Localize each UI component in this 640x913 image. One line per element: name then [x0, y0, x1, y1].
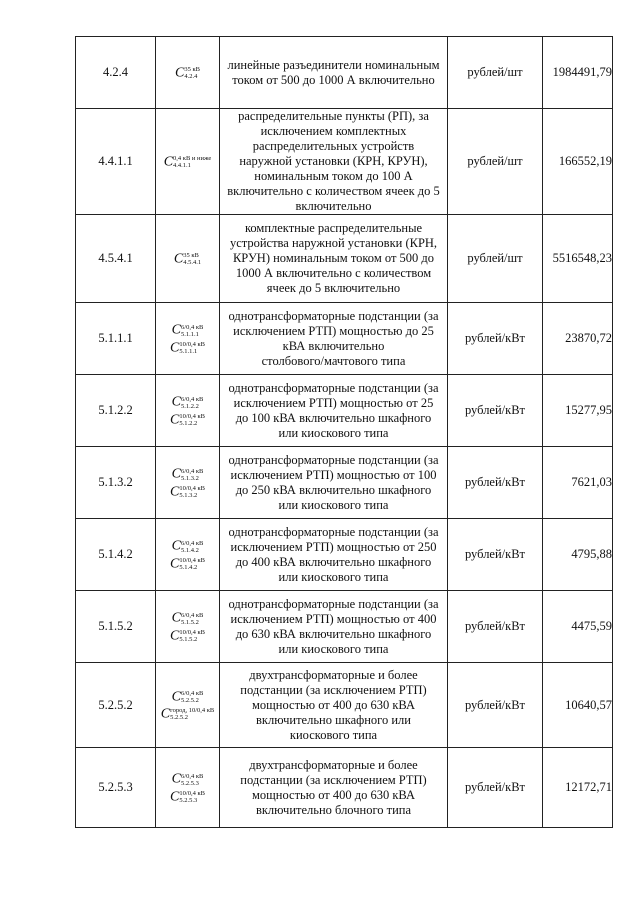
- rate-symbol: [175, 66, 200, 80]
- description-line: кВА включительно: [282, 338, 385, 353]
- rate-symbol-subscript: 5.1.5.2: [179, 635, 198, 643]
- description-line: однотрансформаторные подстанции (за: [228, 596, 439, 611]
- rate-symbol-cell: [156, 519, 220, 591]
- rate-symbol: [172, 467, 204, 481]
- rate-symbol-indices: [181, 396, 203, 410]
- rate-symbol-letter: C: [170, 412, 180, 428]
- row-code: 4.5.4.1: [76, 215, 156, 303]
- description-line: подстанции (за исключением РТП): [240, 682, 427, 697]
- rate-symbol-subscript: 4.4.1.1: [173, 162, 191, 169]
- description-line: исключением РТП) мощностью от 25: [233, 395, 434, 410]
- description-line: распределительных устройств: [252, 139, 415, 153]
- row-description: [220, 748, 448, 828]
- rate-symbol-cell: [156, 109, 220, 215]
- row-unit: рублей/кВт: [448, 375, 543, 447]
- description-line: двухтрансформаторные и более: [249, 757, 418, 772]
- rate-symbol-superscript: 6/0,4 кВ: [181, 467, 204, 475]
- description-line: однотрансформаторные подстанции (за: [228, 452, 439, 467]
- rate-symbol-subscript: 5.1.3.2: [179, 491, 198, 499]
- rate-symbol-superscript: 35 кВ: [184, 66, 200, 73]
- description-line: включительно шкафного или: [256, 712, 411, 727]
- description-line: током от 500 до 1000 А включительно: [232, 72, 435, 87]
- rate-symbol-subscript: 5.1.1.1: [179, 347, 198, 355]
- row-value: 7621,03: [543, 447, 613, 519]
- row-description: [220, 519, 448, 591]
- row-value: 23870,72: [543, 303, 613, 375]
- description-line: подстанции (за исключением РТП): [240, 772, 427, 787]
- row-unit: рублей/кВт: [448, 663, 543, 748]
- rate-symbol-subscript: 5.1.3.2: [181, 474, 199, 482]
- rate-symbol: [172, 539, 204, 553]
- row-code: 5.1.2.2: [76, 375, 156, 447]
- rate-symbol: [170, 557, 205, 571]
- table-row: [76, 447, 613, 519]
- rate-symbol-subscript: 5.2.5.3: [181, 779, 199, 787]
- rate-symbol-superscript: город, 10/0,4 кВ: [170, 707, 215, 715]
- description-line: однотрансформаторные подстанции (за: [228, 524, 439, 539]
- row-code: 5.1.1.1: [76, 303, 156, 375]
- description-line: устройства наружной установки (КРН,: [229, 236, 438, 250]
- rate-symbol-indices: [181, 690, 203, 704]
- description-line: или киоскового типа: [278, 497, 389, 512]
- row-value: 12172,71: [543, 748, 613, 828]
- rate-symbol-letter: C: [171, 539, 182, 554]
- rate-symbol-subscript: 5.1.4.2: [181, 546, 199, 554]
- row-code: 5.1.5.2: [76, 591, 156, 663]
- rate-symbol-subscript: 4.5.4.1: [183, 259, 202, 266]
- description-line: комплектные распределительные: [244, 221, 423, 235]
- description-line: до 400 кВА включительно шкафного: [235, 554, 432, 569]
- description-line: исключением РТП) мощностью от 100: [230, 467, 437, 482]
- description-line: исключением РТП) мощностью до 25: [233, 323, 434, 338]
- rate-symbol-superscript: 10/0,4 кВ: [179, 340, 205, 348]
- rate-symbol-indices: [184, 66, 200, 80]
- rate-symbol-superscript: 0,4 кВ и ниже: [173, 155, 212, 162]
- rate-symbol-subscript: 5.1.2.2: [179, 419, 198, 427]
- table-row: [76, 37, 613, 109]
- table-row: [76, 591, 613, 663]
- row-value: 5516548,23: [543, 215, 613, 303]
- description-line: до 100 кВА включительно шкафного: [235, 410, 432, 425]
- rate-symbol-letter: C: [171, 467, 182, 482]
- rate-symbol: [172, 395, 204, 409]
- rate-symbol-superscript: 6/0,4 кВ: [181, 772, 204, 780]
- description-line: включительно: [295, 199, 372, 213]
- row-unit: рублей/шт: [448, 215, 543, 303]
- row-code: 5.1.4.2: [76, 519, 156, 591]
- table-row: [76, 109, 613, 215]
- tariff-table-body: [76, 37, 613, 828]
- rate-symbol: [172, 611, 204, 625]
- description-line: столбового/мачтового типа: [261, 353, 406, 368]
- rate-symbol-letter: C: [170, 789, 180, 805]
- rate-symbol-cell: [156, 37, 220, 109]
- description-line: линейные разъединители номинальным: [227, 57, 440, 72]
- description-line: двухтрансформаторные и более: [249, 667, 418, 682]
- rate-symbol-indices: [179, 341, 205, 355]
- rate-symbol-indices: [181, 468, 203, 482]
- description-line: распределительные пункты (РП), за: [238, 109, 429, 123]
- rate-symbol-indices: [181, 324, 203, 338]
- rate-symbol-letter: C: [175, 65, 185, 81]
- rate-symbol-superscript: 10/0,4 кВ: [179, 556, 205, 564]
- description-line: наружной установки (КРН, КРУН),: [239, 154, 428, 168]
- row-unit: рублей/шт: [448, 37, 543, 109]
- row-unit: рублей/кВт: [448, 447, 543, 519]
- rate-symbol-superscript: 6/0,4 кВ: [181, 323, 204, 331]
- row-description: [220, 215, 448, 303]
- rate-symbol-cell: [156, 591, 220, 663]
- description-line: до 250 кВА включительно шкафного: [235, 482, 432, 497]
- rate-symbol-superscript: 10/0,4 кВ: [179, 628, 205, 636]
- rate-symbol-cell: [156, 748, 220, 828]
- rate-symbol-letter: C: [171, 611, 182, 626]
- rate-symbol-indices: [181, 773, 203, 787]
- table-row: [76, 519, 613, 591]
- row-description: [220, 591, 448, 663]
- description-line: или киоскового типа: [278, 569, 389, 584]
- rate-symbol: [170, 790, 205, 804]
- rate-symbol-cell: [156, 215, 220, 303]
- rate-symbol: [170, 629, 205, 643]
- description-line: мощностью от 400 до 630 кВА: [251, 787, 416, 802]
- description-line: или киоскового типа: [278, 425, 389, 440]
- rate-symbol-superscript: 10/0,4 кВ: [179, 789, 205, 797]
- rate-symbol-subscript: 5.1.5.2: [181, 618, 199, 626]
- rate-symbol-indices: [183, 252, 201, 266]
- rate-symbol-superscript: 6/0,4 кВ: [181, 395, 204, 403]
- description-line: однотрансформаторные подстанции (за: [228, 380, 439, 395]
- rate-symbol-indices: [179, 557, 205, 571]
- description-line: включительно блочного типа: [255, 802, 412, 817]
- rate-symbol-subscript: 5.1.1.1: [181, 330, 199, 338]
- description-line: 1000 А включительно с количеством: [235, 266, 432, 280]
- rate-symbol-letter: C: [173, 251, 184, 267]
- rate-symbol-subscript: 5.1.4.2: [179, 563, 198, 571]
- rate-symbol-superscript: 10/0,4 кВ: [179, 484, 205, 492]
- rate-symbol-superscript: 6/0,4 кВ: [181, 539, 204, 547]
- rate-symbol-indices: [179, 629, 205, 643]
- rate-symbol-subscript: 5.2.5.2: [170, 714, 188, 722]
- rate-symbol-letter: C: [171, 323, 182, 338]
- row-code: 5.2.5.3: [76, 748, 156, 828]
- row-code: 5.2.5.2: [76, 663, 156, 748]
- table-row: [76, 215, 613, 303]
- description-line: ячеек до 5 включительно: [266, 281, 401, 295]
- description-line: однотрансформаторные подстанции (за: [228, 308, 439, 323]
- table-row: [76, 303, 613, 375]
- rate-symbol-letter: C: [170, 556, 180, 572]
- description-line: исключением РТП) мощностью от 250: [230, 539, 437, 554]
- description-line: исключением РТП) мощностью от 400: [230, 611, 437, 626]
- rate-symbol: [172, 323, 204, 337]
- row-value: 1984491,79: [543, 37, 613, 109]
- rate-symbol-cell: [156, 303, 220, 375]
- tariff-table: [75, 36, 613, 828]
- row-value: 10640,57: [543, 663, 613, 748]
- row-unit: рублей/шт: [448, 109, 543, 215]
- table-row: [76, 663, 613, 748]
- row-value: 4475,59: [543, 591, 613, 663]
- rate-symbol: [172, 690, 204, 704]
- row-description: [220, 663, 448, 748]
- row-code: 4.2.4: [76, 37, 156, 109]
- rate-symbol-indices: [173, 155, 211, 169]
- row-description: [220, 303, 448, 375]
- row-code: 5.1.3.2: [76, 447, 156, 519]
- row-description: [220, 37, 448, 109]
- rate-symbol-letter: C: [170, 628, 180, 644]
- rate-symbol-superscript: 10/0,4 кВ: [179, 412, 205, 420]
- description-line: включительно с количеством ячеек до 5: [227, 184, 440, 198]
- rate-symbol-letter: C: [170, 484, 180, 500]
- rate-symbol: [161, 707, 215, 721]
- rate-symbol-superscript: 35 кВ: [183, 252, 199, 259]
- row-value: 166552,19: [543, 109, 613, 215]
- row-code: 4.4.1.1: [76, 109, 156, 215]
- row-unit: рублей/кВт: [448, 748, 543, 828]
- rate-symbol-cell: [156, 663, 220, 748]
- rate-symbol: [170, 413, 205, 427]
- description-line: или киоскового типа: [278, 641, 389, 656]
- rate-symbol-letter: C: [170, 340, 180, 356]
- row-value: 15277,95: [543, 375, 613, 447]
- rate-symbol-indices: [170, 707, 214, 721]
- row-unit: рублей/кВт: [448, 303, 543, 375]
- table-row: [76, 748, 613, 828]
- rate-symbol-cell: [156, 447, 220, 519]
- row-description: [220, 109, 448, 215]
- table-row: [76, 375, 613, 447]
- row-description: [220, 375, 448, 447]
- row-description: [220, 447, 448, 519]
- rate-symbol-subscript: 5.1.2.2: [181, 402, 199, 410]
- description-line: киоскового типа: [289, 727, 378, 742]
- rate-symbol-indices: [181, 540, 203, 554]
- rate-symbol-letter: C: [163, 154, 174, 170]
- rate-symbol-letter: C: [171, 772, 182, 787]
- rate-symbol-letter: C: [171, 689, 182, 705]
- row-unit: рублей/кВт: [448, 519, 543, 591]
- row-value: 4795,88: [543, 519, 613, 591]
- rate-symbol-superscript: 6/0,4 кВ: [181, 611, 204, 619]
- rate-symbol: [170, 341, 205, 355]
- description-line: мощностью от 400 до 630 кВА: [251, 697, 416, 712]
- rate-symbol: [174, 252, 201, 266]
- rate-symbol-indices: [179, 790, 205, 804]
- description-line: до 630 кВА включительно шкафного: [235, 626, 432, 641]
- rate-symbol-subscript: 4.2.4: [184, 73, 198, 80]
- rate-symbol-letter: C: [160, 706, 171, 722]
- rate-symbol: [164, 155, 212, 169]
- row-unit: рублей/кВт: [448, 591, 543, 663]
- rate-symbol-cell: [156, 375, 220, 447]
- description-line: КРУН) номинальным током от 500 до: [232, 251, 435, 265]
- rate-symbol-superscript: 6/0,4 кВ: [181, 690, 204, 697]
- description-line: исключением комплектных: [260, 124, 407, 138]
- rate-symbol: [172, 772, 204, 786]
- rate-symbol-subscript: 5.2.5.2: [181, 697, 199, 704]
- description-line: номинальным током до 100 А: [254, 169, 413, 183]
- rate-symbol-subscript: 5.2.5.3: [179, 796, 198, 804]
- rate-symbol: [170, 485, 205, 499]
- rate-symbol-letter: C: [171, 395, 182, 410]
- rate-symbol-indices: [179, 485, 205, 499]
- rate-symbol-indices: [181, 612, 203, 626]
- rate-symbol-indices: [179, 413, 205, 427]
